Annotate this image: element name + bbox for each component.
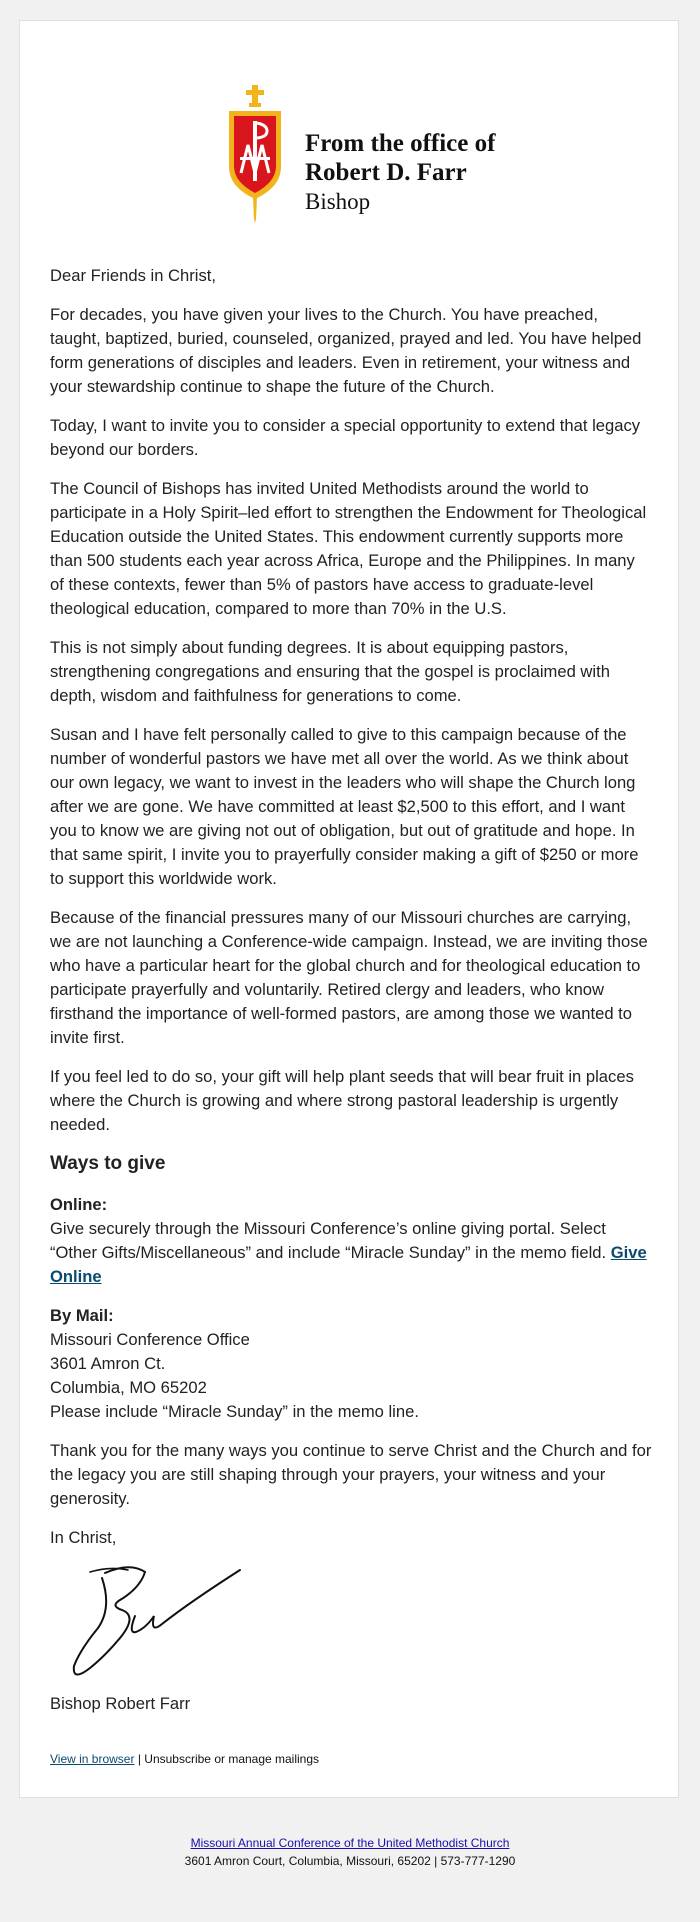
unsubscribe-link[interactable]: Unsubscribe or manage mailings: [144, 1752, 320, 1766]
letterhead-line-1: From the office of: [305, 130, 496, 157]
online-text: Give securely through the Missouri Conference’s online giving portal. Select “Other Gifts/Miscellaneous” and include “Miracle Sunday” in the memo field.: [50, 1219, 607, 1262]
paragraph-8: Thank you for the many ways you continue to serve Christ and the Church and for the legacy you are still shaping through your prayers, your witness and your generosity.: [50, 1441, 652, 1508]
page-footer: [0, 1834, 700, 1870]
closing: In Christ,: [50, 1528, 117, 1547]
footer-address: 3601 Amron Court, Columbia, Missouri, 65202 | 573-777-1290: [184, 1854, 516, 1868]
online-label: Online:: [50, 1195, 108, 1214]
paragraph-1: For decades, you have given your lives to the Church. You have preached, taught, baptized, buried, counseled, organized, prayed and led. You have helped form generations of disciples and leaders. Even in retirement, your witness and your stewardship continue to shape the future of the Church.: [50, 305, 642, 396]
view-in-browser-link[interactable]: View in browser: [50, 1752, 135, 1766]
mail-line-4: Please include “Miracle Sunday” in the memo line.: [50, 1402, 419, 1421]
bishop-crest-logo: [225, 83, 285, 223]
paragraph-4: This is not simply about funding degrees. It is about equipping pastors, strengthening congregations and ensuring that the gospel is proclaimed with depth, wisdom and faithfulness for generations to come.: [50, 638, 610, 705]
paragraph-2: Today, I want to invite you to consider a special opportunity to extend that legacy beyond our borders.: [50, 416, 641, 459]
mail-line-1: Missouri Conference Office: [50, 1330, 250, 1349]
conference-link[interactable]: Missouri Annual Conference of the United Methodist Church: [190, 1836, 510, 1850]
mail-label: By Mail:: [50, 1306, 114, 1325]
paragraph-5: Susan and I have felt personally called to give to this campaign because of the number of wonderful pastors we have met all over the world. As we think about our own legacy, we want to invest in the leaders who will shape the Church long after we are gone. We have committed at least $2,500 to this effort, and I want you to know we are giving not out of obligation, but out of gratitude and hope. In that same spirit, I invite you to prayerfully consider making a gift of $250 or more to support this worldwide work.: [50, 725, 639, 888]
letterhead: [225, 83, 525, 223]
letter-body: [50, 264, 652, 1565]
give-online-link[interactable]: Give Online: [50, 1243, 647, 1286]
paragraph-6: Because of the financial pressures many of our Missouri churches are carrying, we are not launching a Conference-wide campaign. Instead, we are inviting those who have a particular heart for the global church and for theological education to participate prayerfully and voluntarily. Retired clergy and leaders, who know firsthand the importance of well-formed pastors, are among those we wanted to invite first.: [50, 908, 648, 1047]
greeting: Dear Friends in Christ,: [50, 266, 216, 285]
mailing-links: [50, 1752, 319, 1766]
paragraph-3: The Council of Bishops has invited United Methodists around the world to participate in a Holy Spirit–led effort to strengthen the Endowment for Theological Education outside the United States. This endowment currently supports more than 500 students each year across Africa, Europe and the Philippines. In many of these contexts, fewer than 5% of pastors have access to graduate-level theological education, compared to more than 70% in the U.S.: [50, 479, 647, 618]
paragraph-7: If you feel led to do so, your gift will help plant seeds that will bear fruit in places where the Church is growing and where strong pastoral leadership is urgently needed.: [50, 1067, 634, 1134]
letterhead-text: [305, 129, 495, 216]
letterhead-line-2: Robert D. Farr: [305, 159, 467, 186]
online-section: [50, 1193, 652, 1289]
signature-name: Bishop Robert Farr: [50, 1694, 191, 1713]
ways-to-give-heading: Ways to give: [50, 1153, 166, 1174]
mail-line-2: 3601 Amron Ct.: [50, 1354, 166, 1373]
letterhead-line-3: Bishop: [305, 189, 371, 214]
link-separator: |: [134, 1752, 145, 1766]
mail-line-3: Columbia, MO 65202: [50, 1378, 207, 1397]
handwritten-signature: [50, 1558, 250, 1678]
mail-section: [50, 1304, 652, 1424]
